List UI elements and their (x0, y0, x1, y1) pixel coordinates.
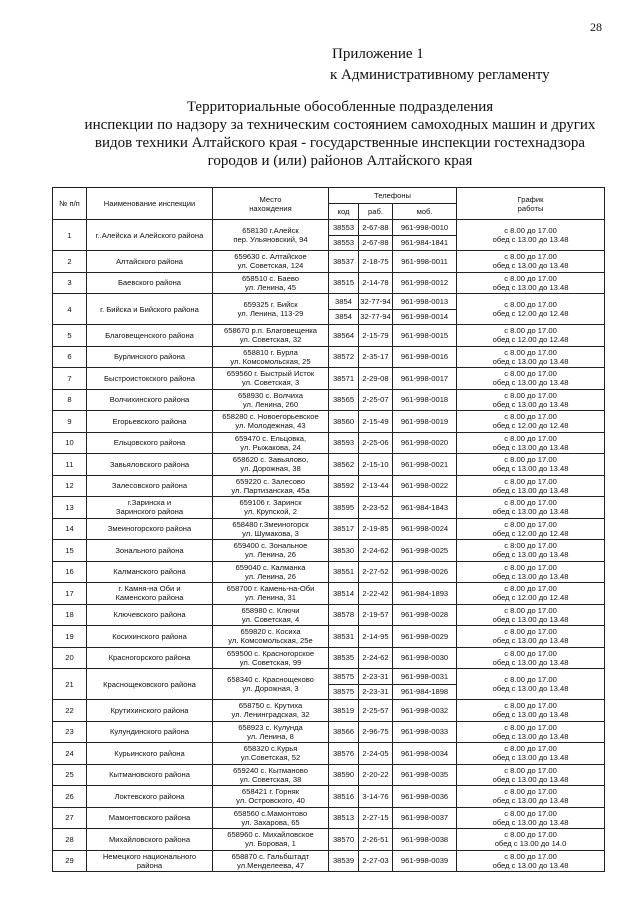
inspection-name: г..Алейска и Алейского района (87, 220, 213, 251)
header-schedule: График работы (457, 188, 605, 220)
title-line: городов и (или) районов Алтайского края (207, 153, 473, 169)
phone-code: 38578 (329, 604, 359, 626)
phone-code: 38595 (329, 497, 359, 519)
phone-code: 38553 (329, 220, 359, 236)
phone-mobile: 961-998-0032 (393, 700, 457, 722)
row-number: 5 (53, 325, 87, 347)
inspection-name: Залесовского района (87, 475, 213, 497)
phone-code: 38565 (329, 389, 359, 411)
row-number: 1 (53, 220, 87, 251)
appendix-heading (330, 44, 550, 86)
inspection-address: 658510 с. Баево ул. Ленина, 45 (213, 272, 329, 294)
row-number: 23 (53, 721, 87, 743)
phone-work: 2-25-07 (359, 389, 393, 411)
inspection-name: Ключевского района (87, 604, 213, 626)
table-row (53, 561, 605, 583)
inspection-name: Бурлинского района (87, 346, 213, 368)
phone-mobile: 961-998-0021 (393, 454, 457, 476)
row-number: 8 (53, 389, 87, 411)
inspection-address: 659400 с. Зональное ул. Ленина, 26 (213, 540, 329, 562)
inspection-address: 659820 с. Косиха ул. Комсомольская, 25е (213, 626, 329, 648)
phone-code: 38564 (329, 325, 359, 347)
header-mob: моб. (393, 204, 457, 220)
row-number: 17 (53, 583, 87, 605)
work-schedule: с 8.00 до 17.00 обед с 12.00 до 12.48 (457, 294, 605, 325)
inspection-name: Крутихинского района (87, 700, 213, 722)
phone-work: 2-23-31 (359, 669, 393, 685)
phone-work: 32-77-94 (359, 309, 393, 325)
header-phones: Телефоны (329, 188, 457, 204)
row-number: 6 (53, 346, 87, 368)
header-num: № п/п (53, 188, 87, 220)
inspection-address: 659106 г. Заринск ул. Крупской, 2 (213, 497, 329, 519)
row-number: 28 (53, 829, 87, 851)
work-schedule: с 8.00 до 17.00 обед с 13.00 до 13.48 (457, 346, 605, 368)
row-number: 20 (53, 647, 87, 669)
inspection-address: 658930 с. Волчиха ул. Ленина, 260 (213, 389, 329, 411)
table-row (53, 721, 605, 743)
inspection-address: 658960 с. Михайловское ул. Боровая, 1 (213, 829, 329, 851)
table-row (53, 497, 605, 519)
phone-code: 38590 (329, 764, 359, 786)
inspection-name: Завьяловского района (87, 454, 213, 476)
row-number: 24 (53, 743, 87, 765)
row-number: 12 (53, 475, 87, 497)
work-schedule: с 8.00 до 17.00 обед с 13.00 до 13.48 (457, 669, 605, 700)
phone-code: 38551 (329, 561, 359, 583)
row-number: 29 (53, 850, 87, 872)
phone-code: 38593 (329, 432, 359, 454)
table-row (53, 786, 605, 808)
title-line: Территориальные обособленные подразделения (186, 99, 494, 115)
phone-mobile: 961-998-0029 (393, 626, 457, 648)
phone-code: 38537 (329, 251, 359, 273)
phone-work: 2-35-17 (359, 346, 393, 368)
phone-code: 38513 (329, 807, 359, 829)
phone-work: 2-25-06 (359, 432, 393, 454)
work-schedule: с 8.00 до 17.00 обед с 12.00 до 12.48 (457, 411, 605, 433)
phone-code: 38535 (329, 647, 359, 669)
inspection-name: Михайловского района (87, 829, 213, 851)
row-number: 26 (53, 786, 87, 808)
phone-mobile: 961-998-0033 (393, 721, 457, 743)
table-row (53, 411, 605, 433)
inspection-address: 658280 с. Новоегорьевское ул. Молодежная, 43 (213, 411, 329, 433)
inspection-name: г.Заринска и Заринского района (87, 497, 213, 519)
phone-work: 2-19-57 (359, 604, 393, 626)
phone-mobile: 961-998-0037 (393, 807, 457, 829)
work-schedule: с 8.00 до 17.00 обед с 13.00 до 13.48 (457, 220, 605, 251)
inspection-name: Курьинского района (87, 743, 213, 765)
phone-mobile: 961-998-0034 (393, 743, 457, 765)
phone-mobile: 961-998-0018 (393, 389, 457, 411)
inspection-name: г. Бийска и Бийского района (87, 294, 213, 325)
table-row (53, 583, 605, 605)
work-schedule: с 8.00 до 17.00 обед с 13.00 до 13.48 (457, 764, 605, 786)
inspection-name: Красногорского района (87, 647, 213, 669)
row-number: 3 (53, 272, 87, 294)
phone-code: 38530 (329, 540, 359, 562)
phone-code: 3854 (329, 294, 359, 310)
phone-work: 2-14-95 (359, 626, 393, 648)
phone-code: 38592 (329, 475, 359, 497)
inspection-name: Локтевского района (87, 786, 213, 808)
title-line: инспекции по надзору за техническим состоянием самоходных машин и других (84, 117, 596, 133)
appendix-line-1: Приложение 1 (332, 46, 424, 62)
phone-work: 2-27-15 (359, 807, 393, 829)
work-schedule: с 8.00 до 17.00 обед с 13.00 до 13.48 (457, 850, 605, 872)
phone-code: 38519 (329, 700, 359, 722)
inspection-address: 659040 с. Калманка ул. Ленина, 26 (213, 561, 329, 583)
phone-work: 2-27-03 (359, 850, 393, 872)
inspection-address: 659220 с. Залесово ул. Партизанская, 45а (213, 475, 329, 497)
inspection-name: Егорьевского района (87, 411, 213, 433)
phone-code: 38576 (329, 743, 359, 765)
work-schedule: с 8.00 до 17.00 обед с 13.00 до 13.48 (457, 389, 605, 411)
inspection-name: г. Камня-на Оби и Каменского района (87, 583, 213, 605)
work-schedule: с 8.00 до 17.00 обед с 13.00 до 13.48 (457, 497, 605, 519)
phone-work: 2-24-62 (359, 540, 393, 562)
phone-work: 2-13-44 (359, 475, 393, 497)
phone-code: 38570 (329, 829, 359, 851)
work-schedule: с 8.00 до 17.00 обед с 13.00 до 13.48 (457, 272, 605, 294)
table-row (53, 368, 605, 390)
inspection-address: 658480 г.Змеиногорск ул. Шумакова, 3 (213, 518, 329, 540)
table-row (53, 294, 605, 310)
phone-mobile: 961-998-0016 (393, 346, 457, 368)
header-code: код (329, 204, 359, 220)
row-number: 10 (53, 432, 87, 454)
phone-work: 2-15-49 (359, 411, 393, 433)
inspection-name: Быстроистокского района (87, 368, 213, 390)
work-schedule: с 8.00 до 17.00 обед с 13.00 до 13.48 (457, 786, 605, 808)
work-schedule: с 8.00 до 17.00 обед с 13.00 до 13.48 (457, 743, 605, 765)
page-number: 28 (590, 20, 602, 34)
inspection-address: 658670 р.п. Благовещенка ул. Советская, 32 (213, 325, 329, 347)
phone-mobile: 961-998-0010 (393, 220, 457, 236)
phone-work: 2-22-42 (359, 583, 393, 605)
phone-code: 38571 (329, 368, 359, 390)
phone-mobile: 961-998-0014 (393, 309, 457, 325)
phone-work: 2-15-79 (359, 325, 393, 347)
table-row (53, 389, 605, 411)
phone-code: 38562 (329, 454, 359, 476)
phone-work: 2-19-85 (359, 518, 393, 540)
work-schedule: с 8.00 до 17.00 обед с 13.00 до 13.48 (457, 647, 605, 669)
row-number: 21 (53, 669, 87, 700)
phone-work: 2-23-52 (359, 497, 393, 519)
table-row (53, 251, 605, 273)
inspections-table (52, 187, 605, 872)
table-row (53, 518, 605, 540)
table-row (53, 807, 605, 829)
table-row (53, 764, 605, 786)
phone-code: 38516 (329, 786, 359, 808)
phone-mobile: 961-998-0038 (393, 829, 457, 851)
work-schedule: с 8.00 до 17.00 обед с 13.00 до 13.48 (457, 368, 605, 390)
inspection-address: 659630 с. Алтайское ул. Советская, 124 (213, 251, 329, 273)
table-row (53, 829, 605, 851)
table-row (53, 700, 605, 722)
phone-work: 2-29-08 (359, 368, 393, 390)
inspection-name: Змеиногорского района (87, 518, 213, 540)
phone-work: 2-24-62 (359, 647, 393, 669)
phone-mobile: 961-998-0015 (393, 325, 457, 347)
phone-mobile: 961-984-1843 (393, 497, 457, 519)
row-number: 14 (53, 518, 87, 540)
inspection-address: 658421 г. Горняк ул. Островского, 40 (213, 786, 329, 808)
inspection-name: Алтайского района (87, 251, 213, 273)
phone-mobile: 961-998-0026 (393, 561, 457, 583)
phone-mobile: 961-984-1841 (393, 235, 457, 251)
table-row (53, 647, 605, 669)
row-number: 22 (53, 700, 87, 722)
inspection-address: 658340 с. Краснощеково ул. Дорожная, 3 (213, 669, 329, 700)
phone-mobile: 961-998-0013 (393, 294, 457, 310)
phone-mobile: 961-998-0020 (393, 432, 457, 454)
row-number: 9 (53, 411, 87, 433)
row-number: 16 (53, 561, 87, 583)
document-title (40, 98, 640, 170)
inspection-name: Немецкого национального района (87, 850, 213, 872)
phone-mobile: 961-998-0030 (393, 647, 457, 669)
phone-work: 2-27-52 (359, 561, 393, 583)
work-schedule: с 8.00 до 17.00 обед с 13.00 до 13.48 (457, 807, 605, 829)
inspection-name: Мамонтовского района (87, 807, 213, 829)
work-schedule: с 8.00 до 17.00 обед с 13.00 до 13.48 (457, 561, 605, 583)
header-place: Место нахождения (213, 188, 329, 220)
row-number: 19 (53, 626, 87, 648)
inspection-name: Кулундинского района (87, 721, 213, 743)
table-row (53, 346, 605, 368)
table-row (53, 850, 605, 872)
inspection-name: Зонального района (87, 540, 213, 562)
phone-code: 38566 (329, 721, 359, 743)
header-work: раб. (359, 204, 393, 220)
phone-work: 2-24-05 (359, 743, 393, 765)
phone-work: 2-96-75 (359, 721, 393, 743)
work-schedule: с 8.00 до 17.00 обед с 13.00 до 13.48 (457, 604, 605, 626)
table-row (53, 454, 605, 476)
inspection-address: 658560 с.Мамонтово ул. Захарова, 65 (213, 807, 329, 829)
phone-mobile: 961-998-0012 (393, 272, 457, 294)
phone-mobile: 961-984-1893 (393, 583, 457, 605)
phone-mobile: 961-998-0028 (393, 604, 457, 626)
work-schedule: с 8.00 до 17.00 обед с 12.00 до 12.48 (457, 325, 605, 347)
row-number: 18 (53, 604, 87, 626)
header-name: Наименование инспекции (87, 188, 213, 220)
phone-work: 2-67-88 (359, 235, 393, 251)
phone-mobile: 961-998-0019 (393, 411, 457, 433)
phone-code: 38575 (329, 684, 359, 700)
phone-mobile: 961-998-0024 (393, 518, 457, 540)
inspection-address: 658923 с. Кулунда ул. Ленина, 8 (213, 721, 329, 743)
row-number: 25 (53, 764, 87, 786)
phone-work: 2-14-78 (359, 272, 393, 294)
table-row (53, 432, 605, 454)
inspection-name: Косихинского района (87, 626, 213, 648)
table-row (53, 626, 605, 648)
inspection-address: 658750 с. Крутиха ул. Ленинградская, 32 (213, 700, 329, 722)
phone-work: 32-77-94 (359, 294, 393, 310)
work-schedule: с 8.00 до 17.00 обед с 13.00 до 13.48 (457, 721, 605, 743)
inspection-address: 658810 г. Бурла ул. Комсомольская, 25 (213, 346, 329, 368)
phone-code: 38553 (329, 235, 359, 251)
inspection-address: 658320 с.Курья ул.Советская, 52 (213, 743, 329, 765)
row-number: 2 (53, 251, 87, 273)
inspection-address: 659240 с. Кытманово ул. Советская, 38 (213, 764, 329, 786)
phone-code: 38560 (329, 411, 359, 433)
phone-work: 2-25-57 (359, 700, 393, 722)
row-number: 13 (53, 497, 87, 519)
phone-mobile: 961-998-0036 (393, 786, 457, 808)
phone-mobile: 961-984-1898 (393, 684, 457, 700)
inspection-address: 659560 г. Быстрый Исток ул. Советская, 3 (213, 368, 329, 390)
row-number: 15 (53, 540, 87, 562)
table-row (53, 272, 605, 294)
appendix-line-2: к Административному регламенту (330, 67, 550, 83)
phone-work: 2-20-22 (359, 764, 393, 786)
phone-code: 38575 (329, 669, 359, 685)
phone-mobile: 961-998-0011 (393, 251, 457, 273)
table-row (53, 604, 605, 626)
phone-mobile: 961-998-0035 (393, 764, 457, 786)
phone-mobile: 961-998-0022 (393, 475, 457, 497)
table-row (53, 325, 605, 347)
phone-mobile: 961-998-0031 (393, 669, 457, 685)
inspection-name: Калманского района (87, 561, 213, 583)
inspection-name: Волчихинского района (87, 389, 213, 411)
work-schedule: с 8.00 до 17.00 обед с 13.00 до 13.48 (457, 626, 605, 648)
row-number: 4 (53, 294, 87, 325)
table-row (53, 475, 605, 497)
phone-code: 38517 (329, 518, 359, 540)
inspection-name: Ельцовского района (87, 432, 213, 454)
work-schedule: с 8.00 до 17.00 обед с 13.00 до 13.48 (457, 700, 605, 722)
row-number: 7 (53, 368, 87, 390)
inspection-name: Краснощековского района (87, 669, 213, 700)
work-schedule: с 8.00 до 17.00 обед с 12.00 до 12.48 (457, 583, 605, 605)
phone-code: 38514 (329, 583, 359, 605)
row-number: 11 (53, 454, 87, 476)
phone-mobile: 961-998-0017 (393, 368, 457, 390)
phone-code: 3854 (329, 309, 359, 325)
inspection-address: 659470 с. Ельцовка, ул. Рыжакова, 24 (213, 432, 329, 454)
inspection-name: Благовещенского района (87, 325, 213, 347)
phone-work: 3-14-76 (359, 786, 393, 808)
inspection-address: 658700 г. Камень-на-Оби ул. Ленина, 31 (213, 583, 329, 605)
phone-work: 2-26-51 (359, 829, 393, 851)
inspection-name: Кытмановского района (87, 764, 213, 786)
work-schedule: с 8.00 до 17.00 обед с 13.00 до 13.48 (457, 251, 605, 273)
table-row (53, 669, 605, 685)
inspection-address: 659500 с. Красногорское ул. Советская, 99 (213, 647, 329, 669)
work-schedule: с 8.00 до 17.00 обед с 13.00 до 13.48 (457, 475, 605, 497)
table-row (53, 220, 605, 236)
inspection-address: 658130 г.Алейск пер. Ульяновский, 94 (213, 220, 329, 251)
table-row (53, 540, 605, 562)
phone-code: 38539 (329, 850, 359, 872)
work-schedule: с 8:00 до 17.00 обед с 13.00 до 13.48 (457, 540, 605, 562)
work-schedule: с 8.00 до 17.00 обед с 13.00 до 13.48 (457, 432, 605, 454)
inspection-name: Баевского района (87, 272, 213, 294)
phone-work: 2-15-10 (359, 454, 393, 476)
work-schedule: с 8.00 до 17.00 обед с 12.00 до 12.48 (457, 518, 605, 540)
phone-code: 38515 (329, 272, 359, 294)
row-number: 27 (53, 807, 87, 829)
phone-code: 38572 (329, 346, 359, 368)
phone-work: 2-67-88 (359, 220, 393, 236)
inspection-address: 658980 с. Ключи ул. Советская, 4 (213, 604, 329, 626)
title-line: видов техники Алтайского края - государственные инспекции гостехнадзора (94, 135, 586, 151)
phone-mobile: 961-998-0025 (393, 540, 457, 562)
work-schedule: с 8.00 до 17.00 обед с 13.00 до 14.0 (457, 829, 605, 851)
phone-work: 2-23-31 (359, 684, 393, 700)
work-schedule: с 8.00 до 17.00 обед с 13.00 до 13.48 (457, 454, 605, 476)
inspection-address: 658870 с. Гальбштадт ул.Менделеева, 47 (213, 850, 329, 872)
table-row (53, 743, 605, 765)
inspection-address: 658620 с. Завьялово, ул. Дорожная, 38 (213, 454, 329, 476)
phone-work: 2-18-75 (359, 251, 393, 273)
inspection-address: 659325 г. Бийск ул. Ленина, 113-29 (213, 294, 329, 325)
phone-mobile: 961-998-0039 (393, 850, 457, 872)
phone-code: 38531 (329, 626, 359, 648)
